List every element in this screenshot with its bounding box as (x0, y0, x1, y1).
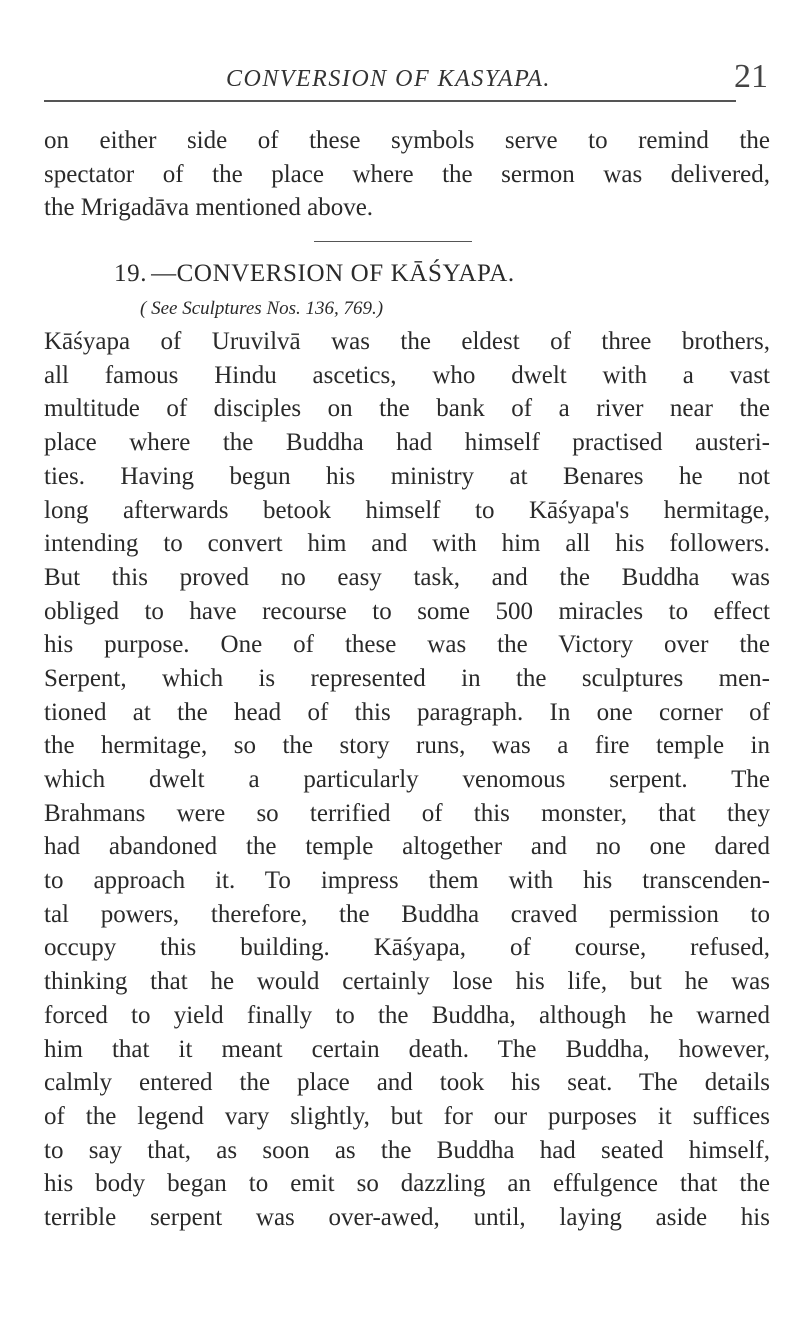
paragraph-line: place where the Buddha had himself practised austeri- (44, 429, 770, 457)
section-paragraph (44, 325, 770, 1235)
paragraph-line: all famous Hindu ascetics, who dwelt with a vast (44, 361, 770, 389)
paragraph-line: his purpose. One of these was the Victory over the (44, 631, 770, 659)
paragraph-line: terrible serpent was over-awed, until, laying aside his (44, 1203, 770, 1231)
paragraph-line: occupy this building. Kāśyapa, of course, refused, (44, 934, 770, 962)
paragraph-line: long afterwards betook himself to Kāśyapa's hermitage, (44, 496, 770, 524)
paragraph-line: tioned at the head of this paragraph. In one corner of (44, 698, 770, 726)
paragraph-line: him that it meant certain death. The Buddha, however, (44, 1035, 770, 1063)
intro-line: on either side of these symbols serve to remind the (44, 127, 770, 154)
paragraph-line: to approach it. To impress them with his transcenden- (44, 867, 770, 895)
sculpture-reference: ( See Sculptures Nos. 136, 769.) (140, 298, 384, 320)
page-number: 21 (734, 58, 768, 95)
section-heading (44, 257, 770, 293)
running-title: CONVERSION OF KASYAPA. (226, 66, 551, 92)
paragraph-line: calmly entered the place and took his seat. The details (44, 1069, 770, 1097)
intro-line: spectator of the place where the sermon was delivered, (44, 160, 770, 188)
book-page (44, 0, 768, 1335)
page-body (44, 124, 770, 1235)
paragraph-line: tal powers, therefore, the Buddha craved permission to (44, 900, 770, 928)
paragraph-line: of the legend vary slightly, but for our purposes it suffices (44, 1102, 770, 1130)
paragraph-line: Serpent, which is represented in the sculptures men- (44, 664, 770, 692)
intro-line: the Mrigadāva mentioned above. (44, 194, 374, 222)
paragraph-line: to say that, as soon as the Buddha had seated himself, (44, 1136, 770, 1164)
paragraph-line: forced to yield finally to the Buddha, although he warned (44, 1001, 770, 1029)
paragraph-line: intending to convert him and with him all his followers. (44, 530, 770, 558)
paragraph-line: Brahmans were so terrified of this monster, that they (44, 799, 770, 827)
paragraph-line: Kāśyapa of Uruvilvā was the eldest of three brothers, (44, 328, 770, 356)
section-title: —CONVERSION OF KĀŚYAPA. (151, 260, 515, 288)
paragraph-line: But this proved no easy task, and the Buddha was (44, 563, 770, 591)
section-number: 19. (114, 260, 148, 288)
paragraph-line: the hermitage, so the story runs, was a fire temple in (44, 732, 770, 760)
running-head (44, 58, 768, 98)
section-separator-rule (314, 241, 472, 242)
header-rule (44, 100, 736, 102)
paragraph-line: his body began to emit so dazzling an effulgence that the (44, 1170, 770, 1198)
paragraph-line: had abandoned the temple altogether and no one dared (44, 833, 770, 861)
paragraph-line: multitude of disciples on the bank of a river near the (44, 395, 770, 423)
paragraph-line: obliged to have recourse to some 500 miracles to effect (44, 597, 770, 625)
paragraph-line: thinking that he would certainly lose his life, but he was (44, 968, 770, 996)
paragraph-line: ties. Having begun his ministry at Benares he not (44, 462, 770, 490)
paragraph-line: which dwelt a particularly venomous serpent. The (44, 766, 770, 793)
